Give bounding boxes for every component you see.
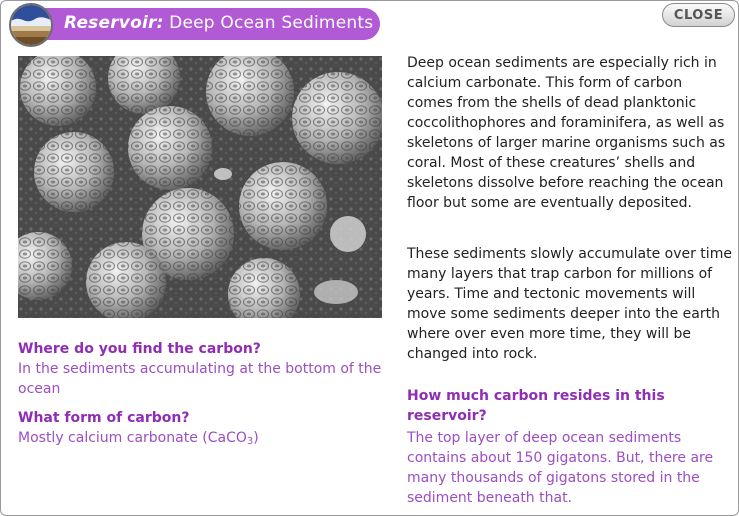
body-paragraph-1: Deep ocean sediments are especially rich in calcium carbonate. This form of carbon comes from the shells of dead planktonic coccolithophores and foraminifera, as well as skeletons of larger marine organisms such as coral. Most of these creatures’ shells and skeletons dissolve before reaching the ocean floor but some are eventually deposited. [407,55,726,211]
answer-how-much: The top layer of deep ocean sediments contains about 150 gigatons. But, there are many thousands of gigatons stored in the sediment beneath that. [407,430,714,506]
title-prefix: Reservoir: [64,13,164,33]
body-paragraph-2: These sediments slowly accumulate over time many layers that trap carbon for millions of years. Time and tectonic movements will move some sediments deeper into the earth where over even more time, they will be changed into rock. [407,246,732,362]
question-form: What form of carbon? [18,410,190,426]
answer-form-close: ) [253,430,259,446]
coccolithophore-photo [18,56,382,318]
page-title [64,13,373,33]
answer-form [18,428,388,452]
answer-form-subscript: 3 [246,436,254,447]
close-button[interactable]: CLOSE [662,3,735,27]
answer-form-text: Mostly calcium carbonate (CaCO [18,430,247,446]
question-where: Where do you find the carbon? [18,341,261,357]
title-main: Deep Ocean Sediments [163,13,374,33]
answer-where: In the sediments accumulating at the bottom of the ocean [18,361,382,397]
sediment-layers-icon [9,3,53,47]
question-how-much: How much carbon resides in this reservoir? [407,388,665,424]
